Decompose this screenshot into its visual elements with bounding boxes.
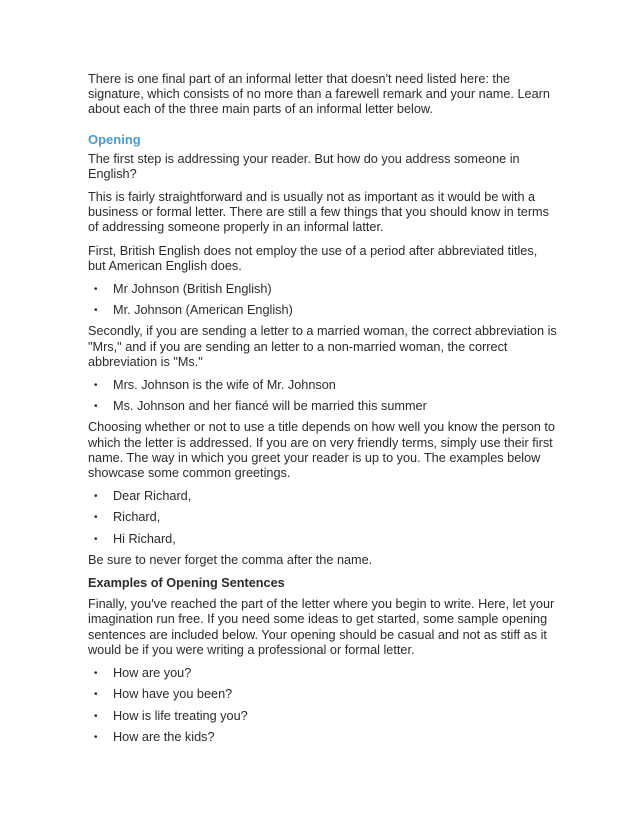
list-item-text: Mr Johnson (British English) [113,282,272,297]
list-item [88,399,558,414]
list-item [88,709,558,724]
bullet-icon: • [94,305,98,317]
examples-heading: Examples of Opening Sentences [88,576,285,591]
comma-reminder-paragraph: Be sure to never forget the comma after the name. [88,552,373,567]
list-item-text: How are the kids? [113,729,215,744]
list-item-text: Dear Richard, [113,489,192,504]
british-american-paragraph: First, British English does not employ the use of a period after abbreviated titles, but American English does. [88,243,538,273]
bullet-icon: • [94,401,98,413]
list-item-text: Mrs. Johnson is the wife of Mr. Johnson [113,378,336,393]
bullet-icon: • [94,512,98,524]
bullet-icon: • [94,284,98,296]
straightforward-paragraph: This is fairly straightforward and is usually not as important as it would be with a business or formal letter. There are still a few things that you should know in terms of addressing someone properly in an informal latter. [88,190,549,235]
list-item-text: Ms. Johnson and her fiancé will be married this summer [113,399,427,414]
greetings-list [88,489,558,547]
opening-heading: Opening [88,131,141,147]
bullet-icon: • [94,668,98,680]
bullet-icon: • [94,689,98,701]
bullet-icon: • [94,710,98,722]
opening-sentences-list [88,666,558,745]
list-item [88,282,558,297]
list-item [88,303,558,318]
addressing-paragraph: The first step is addressing your reader. But how do you address someone in English? [88,151,520,181]
opening-sentences-paragraph: Finally, you've reached the part of the letter where you begin to write. Here, let your imagination run free. If you need some ideas to get started, some sample opening sentences are included below. Your opening should be casual and not as stiff as it would be if you were writing a professional or formal letter. [88,597,555,657]
bullet-icon: • [94,380,98,392]
list-item-text: Mr. Johnson (American English) [113,303,293,318]
list-item-text: Hi Richard, [113,531,176,546]
list-item-text: How are you? [113,666,192,681]
list-item [88,666,558,681]
bullet-icon: • [94,491,98,503]
list-item [88,730,558,745]
list-item-text: How is life treating you? [113,708,248,723]
bullet-icon: • [94,731,98,743]
title-examples-list [88,282,558,318]
list-item [88,489,558,504]
list-item [88,510,558,525]
mrs-ms-examples-list [88,378,558,414]
list-item-text: Richard, [113,510,161,525]
choosing-title-paragraph: Choosing whether or not to use a title depends on how well you know the person to which the letter is addressed. If you are on very friendly terms, simply use their first name. The way in which you greet your reader is up to you. The examples below showcase some common greetings. [88,420,555,481]
married-woman-paragraph: Secondly, if you are sending a letter to a married woman, the correct abbreviation is "Mrs," and if you are sending an letter to a non-married woman, the correct abbreviation is "Ms." [88,324,557,369]
bullet-icon: • [94,533,98,545]
intro-paragraph: There is one final part of an informal letter that doesn't need listed here: the signature, which consists of no more than a farewell remark and your name. Learn about each of the three main parts of an informal letter below. [88,72,550,117]
list-item-text: How have you been? [113,687,233,702]
list-item [88,378,558,393]
list-item [88,687,558,702]
list-item [88,532,558,547]
